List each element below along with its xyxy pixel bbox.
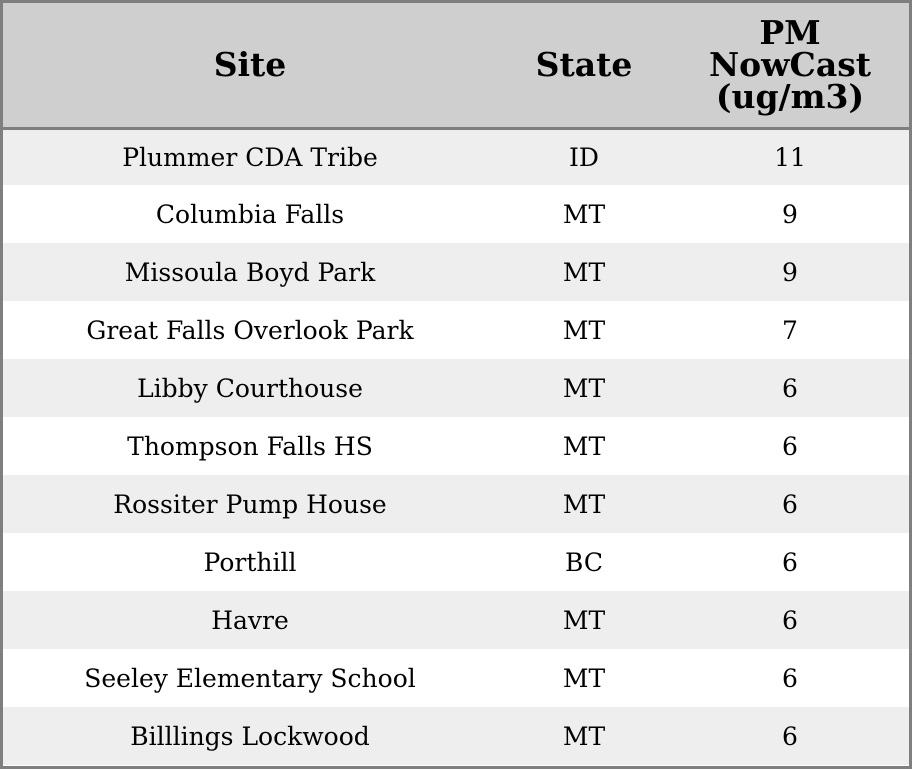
header-pm-nowcast [671,3,909,128]
cell-state: MT [562,605,606,635]
cell-site: Thompson Falls HS [127,431,373,461]
cell-state: MT [562,431,606,461]
cell-pm-nowcast: 6 [782,489,798,519]
cell-pm-nowcast: 9 [782,257,798,287]
table-body [3,128,909,765]
cell-pm-nowcast: 7 [782,315,798,345]
cell-site: Libby Courthouse [137,373,363,403]
header-site [3,3,497,128]
table-row [3,591,909,649]
header-pm-line-1: PM [759,12,821,52]
header-state [497,3,671,128]
table-row [3,128,909,185]
cell-pm-nowcast: 6 [782,721,798,751]
table-row [3,417,909,475]
cell-state: MT [562,663,606,693]
cell-pm-nowcast: 6 [782,605,798,635]
cell-site: Columbia Falls [155,199,345,229]
cell-state: ID [569,142,599,172]
header-state-line: State [535,44,633,84]
cell-site: Billlings Lockwood [130,721,370,751]
cell-state: MT [562,315,606,345]
cell-pm-nowcast: 11 [774,142,806,172]
cell-state: BC [565,547,603,577]
header-row [3,3,909,128]
cell-site: Rossiter Pump House [113,489,387,519]
cell-site: Seeley Elementary School [84,663,416,693]
table-row [3,475,909,533]
table-row [3,185,909,243]
table-row [3,243,909,301]
cell-pm-nowcast: 6 [782,547,798,577]
table-row [3,707,909,765]
header-pm-line-2: NowCast [708,44,872,84]
cell-state: MT [562,199,606,229]
cell-state: MT [562,373,606,403]
cell-pm-nowcast: 9 [782,199,798,229]
cell-state: MT [562,721,606,751]
cell-pm-nowcast: 6 [782,431,798,461]
cell-site: Havre [211,605,289,635]
table-row [3,649,909,707]
cell-state: MT [562,257,606,287]
header-site-line: Site [213,44,287,84]
cell-site: Plummer CDA Tribe [122,142,378,172]
table-row [3,533,909,591]
cell-state: MT [562,489,606,519]
table-row [3,301,909,359]
cell-site: Great Falls Overlook Park [86,315,414,345]
pm-nowcast-table [3,3,909,765]
cell-site: Porthill [203,547,297,577]
header-pm-line-3: (ug/m3) [715,76,865,116]
cell-pm-nowcast: 6 [782,663,798,693]
cell-pm-nowcast: 6 [782,373,798,403]
cell-site: Missoula Boyd Park [124,257,376,287]
table-row [3,359,909,417]
